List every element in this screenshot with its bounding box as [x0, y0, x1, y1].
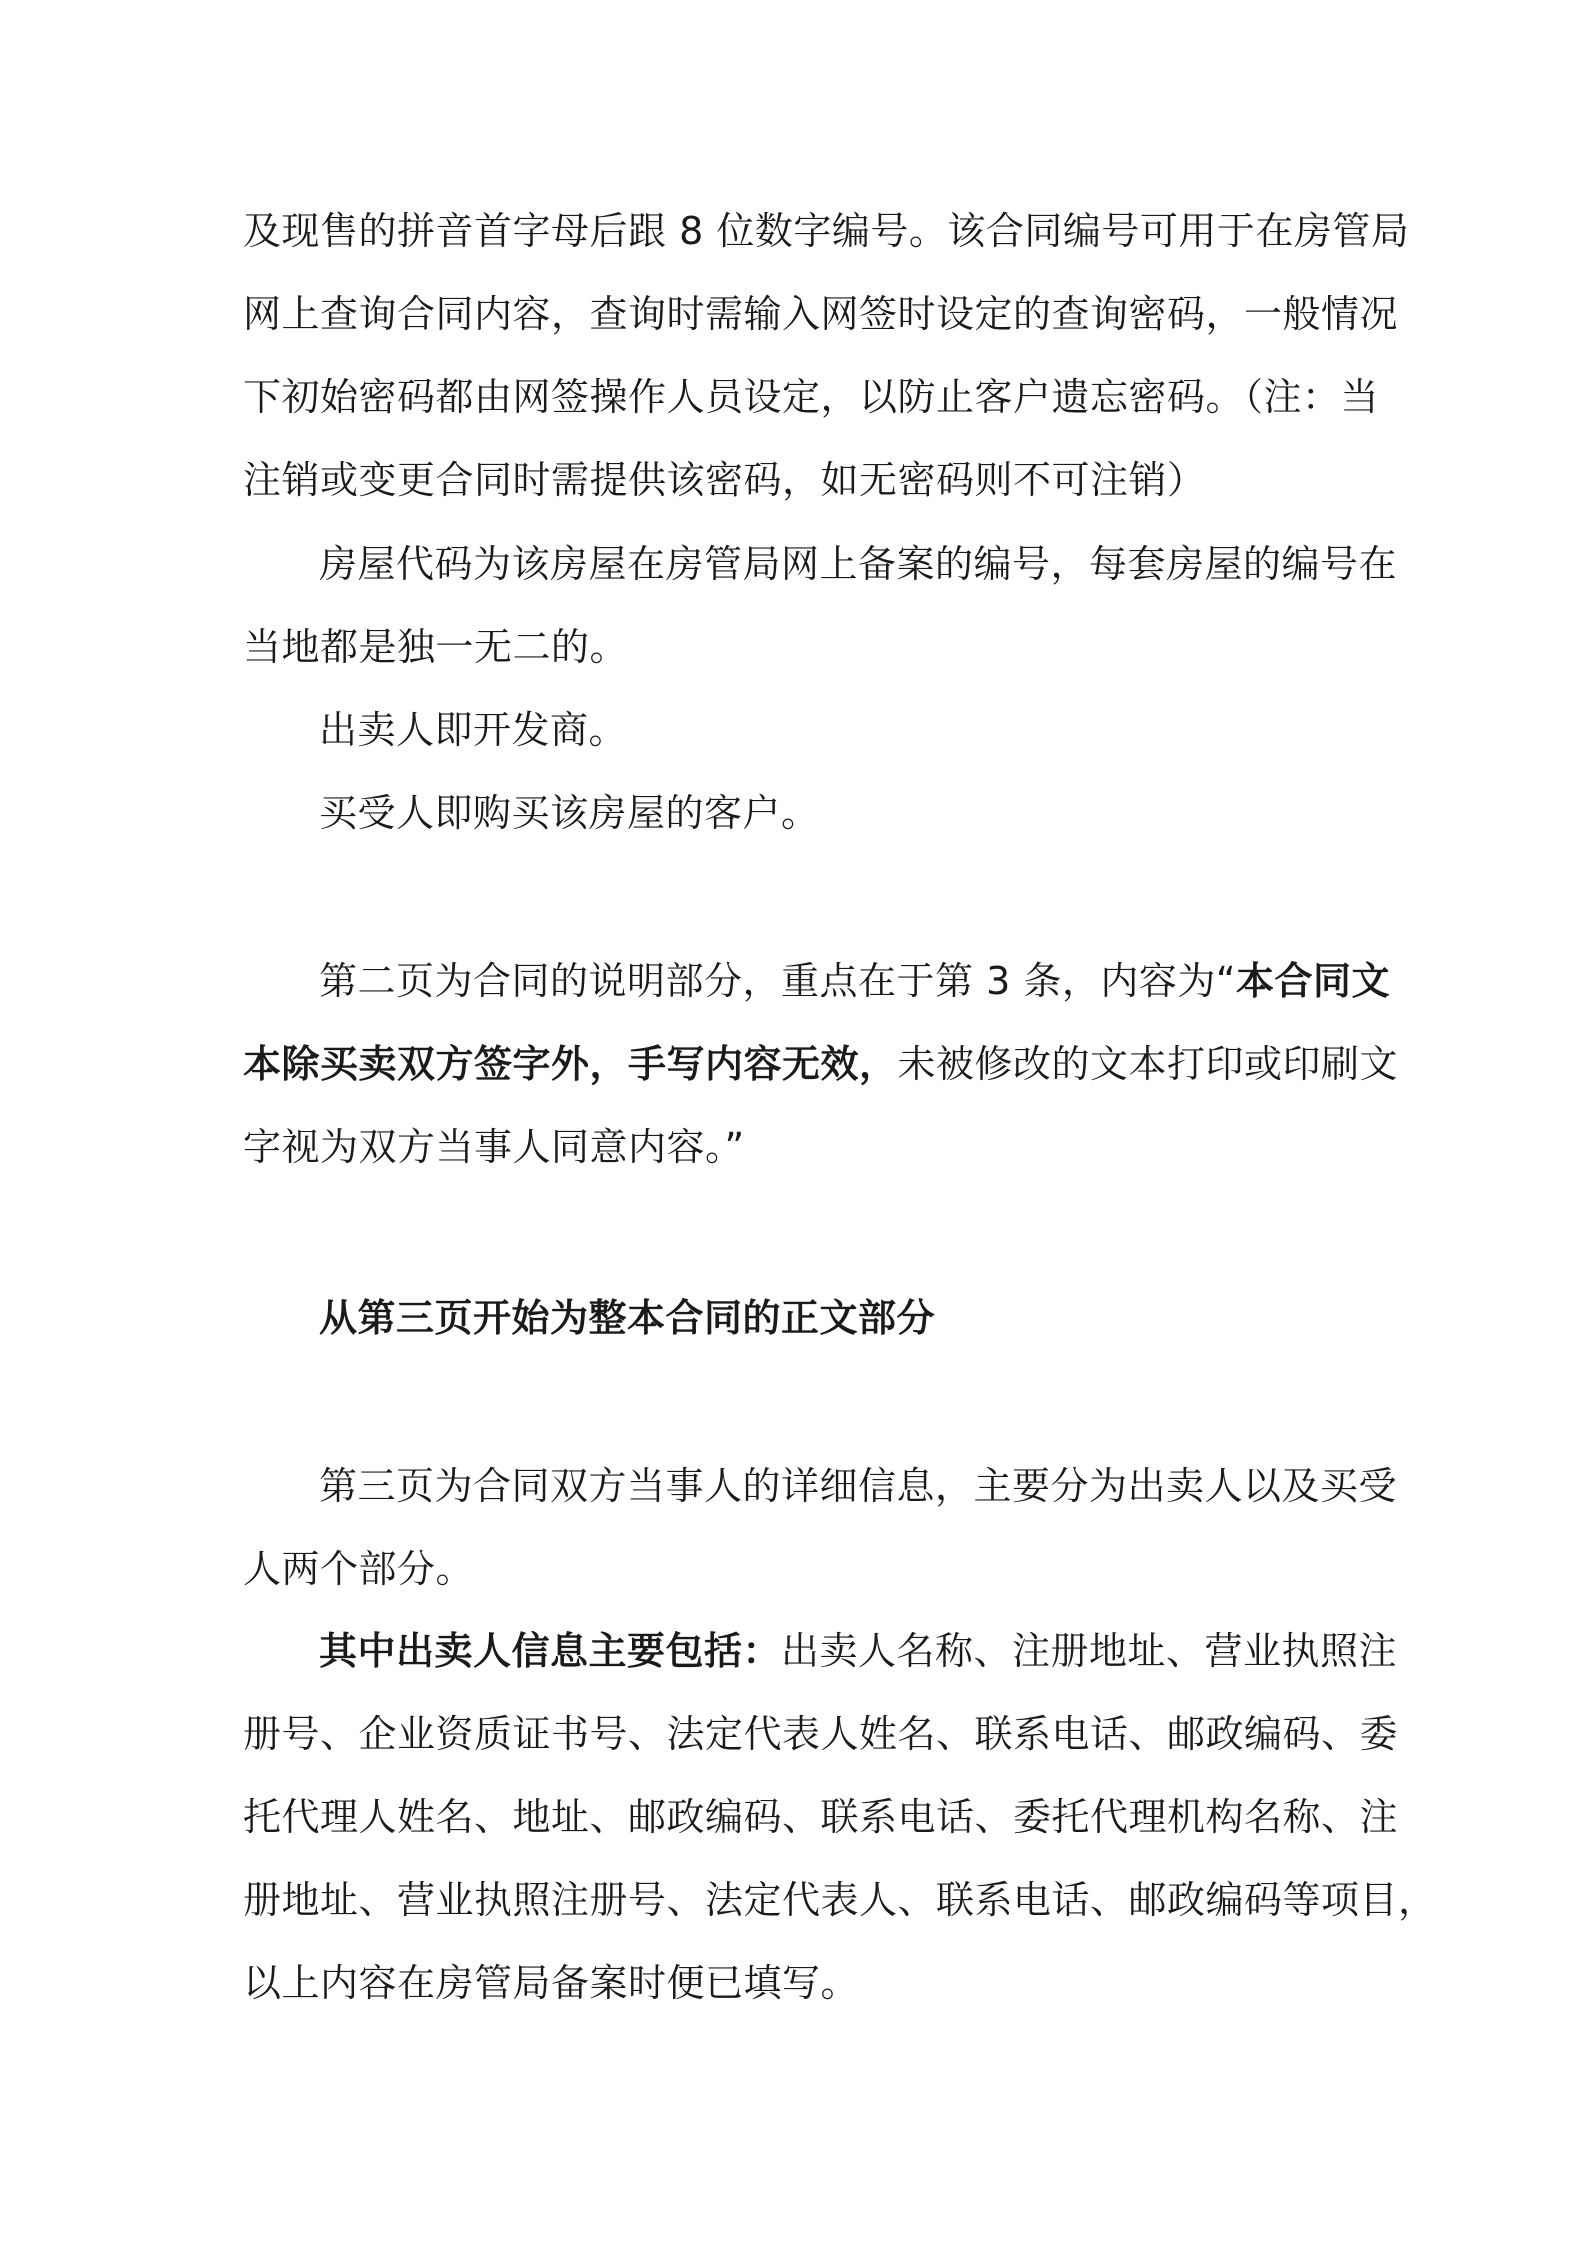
text-bold: 本除买卖双方签字外，手写内容无效，	[243, 1042, 898, 1086]
text-line: 第三页为合同双方当事人的详细信息，主要分为出卖人以及买受	[319, 1464, 1398, 1508]
text-plain: 未被修改的文本打印或印刷文	[897, 1042, 1399, 1086]
text-line: 册地址、营业执照注册号、法定代表人、联系电话、邮政编码等项目，	[243, 1878, 1437, 1922]
text-line: 当地都是独一无二的。	[243, 625, 629, 669]
text-line	[243, 1610, 1398, 1693]
text-line: 托代理人姓名、地址、邮政编码、联系电话、委托代理机构名称、注	[243, 1795, 1399, 1839]
paragraph-house-code	[243, 523, 1398, 689]
text-line: 注销或变更合同时需提供该密码，如无密码则不可注销）	[243, 458, 1206, 502]
text-bold: 其中出卖人信息主要包括：	[319, 1629, 782, 1673]
paragraph-page-two	[243, 940, 1399, 1189]
text-line: 下初始密码都由网签操作人员设定，以防止客户遗忘密码。（注：当	[243, 375, 1380, 419]
text-line	[243, 1023, 1399, 1106]
text-bold: 本合同文	[1236, 959, 1391, 1003]
text-line: 房屋代码为该房屋在房管局网上备案的编号，每套房屋的编号在	[319, 542, 1398, 586]
text-line: 字视为双方当事人同意内容。”	[243, 1125, 745, 1169]
text-line: 册号、企业资质证书号、法定代表人姓名、联系电话、邮政编码、委	[243, 1712, 1399, 1756]
section-heading	[243, 1277, 1359, 1360]
paragraph-buyer	[243, 772, 1359, 855]
heading-text: 从第三页开始为整本合同的正文部分	[319, 1296, 936, 1340]
text-line	[243, 940, 1391, 1023]
text-plain: 第二页为合同的说明部分，重点在于第 3 条，内容为“	[319, 959, 1237, 1003]
paragraph-page-three	[243, 1445, 1398, 1611]
paragraph-seller-info	[243, 1610, 1437, 2025]
text-line: 买受人即购买该房屋的客户。	[319, 791, 820, 835]
text-line: 及现售的拼音首字母后跟 8 位数字编号。该合同编号可用于在房管局	[243, 209, 1410, 253]
text-line: 以上内容在房管局备案时便已填写。	[243, 1961, 860, 2005]
text-line: 人两个部分。	[243, 1547, 475, 1591]
text-line: 网上查询合同内容，查询时需输入网签时设定的查询密码，一般情况	[243, 292, 1399, 336]
paragraph-seller	[243, 689, 1359, 772]
paragraph-contract-number	[243, 190, 1410, 522]
text-plain: 出卖人名称、注册地址、营业执照注	[781, 1629, 1398, 1673]
text-line: 出卖人即开发商。	[319, 708, 628, 752]
